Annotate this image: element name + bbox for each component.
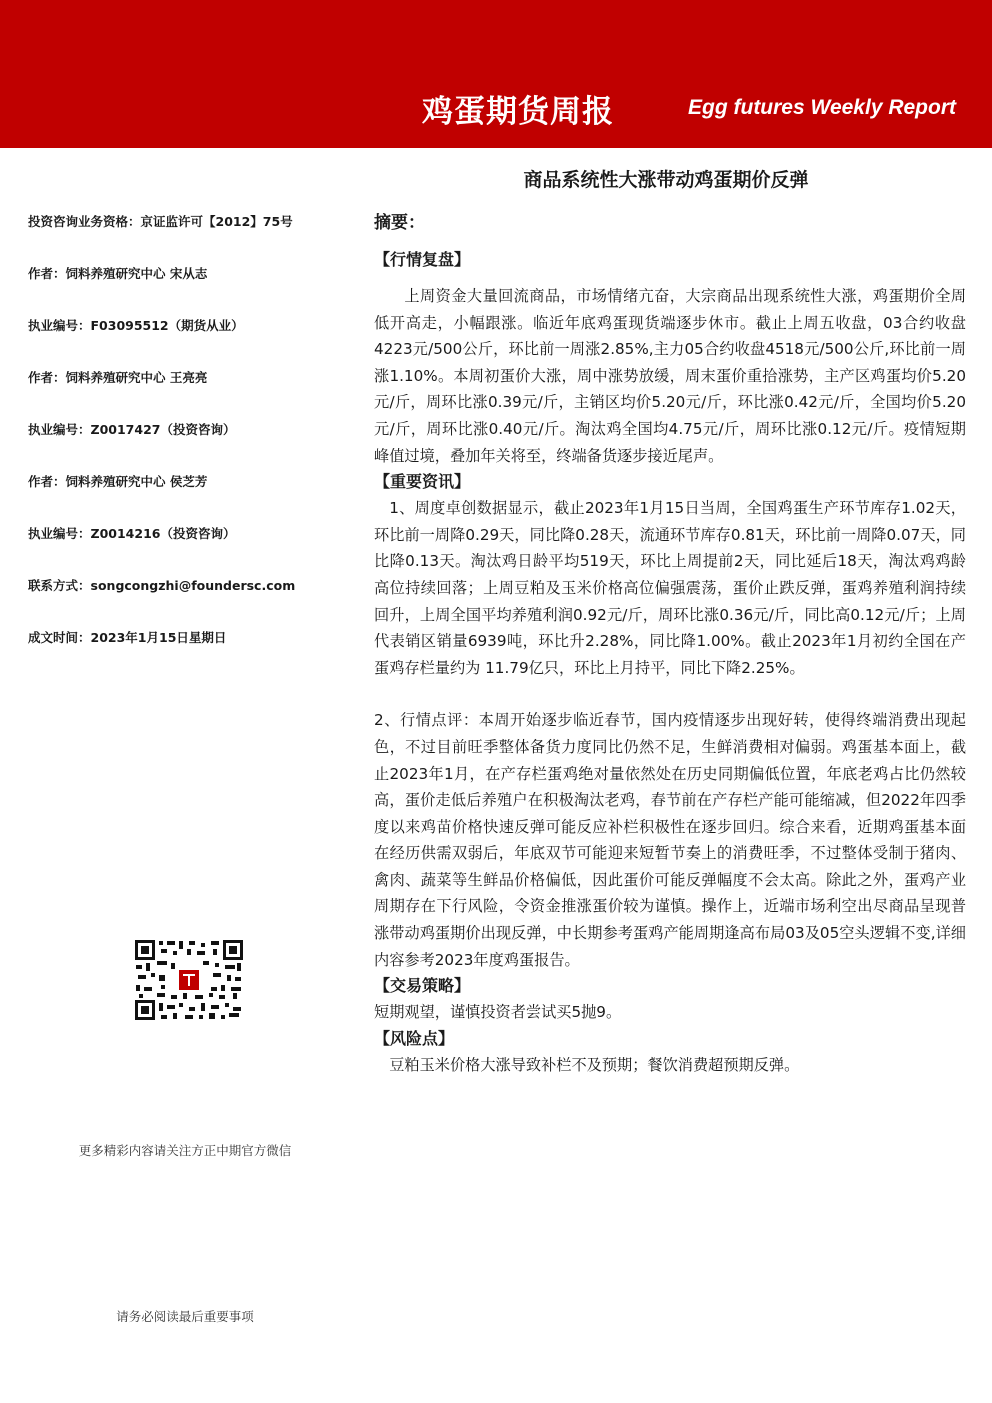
- summary-label: 摘要：: [374, 213, 425, 233]
- report-title-en: Egg futures Weekly Report: [688, 96, 956, 119]
- section-heading-strategy: 【交易策略】: [374, 976, 471, 996]
- meta-license-2: 执业编号：Z0017427（投资咨询）: [28, 422, 236, 437]
- section-heading-review: 【行情复盘】: [374, 250, 471, 269]
- meta-author-2: 作者：饲料养殖研究中心 王亮亮: [28, 370, 208, 385]
- meta-date: 成文时间：2023年1月15日星期日: [28, 630, 227, 645]
- wechat-caption: 更多精彩内容请关注方正中期官方微信: [78, 1143, 292, 1158]
- disclaimer-note: 请务必阅读最后重要事项: [116, 1309, 254, 1324]
- news-paragraph-1: 1、周度卓创数据显示，截止2023年1月15日当周，全国鸡蛋生产环节库存1.02天，环比前一周降0.29天，同比降0.28天，流通环节库存0.81天，环比前一周降0.07天，同比降0.13天。淘汰鸡日龄平均519天，环比上周提前2天，同比延后18天，淘汰鸡鸡龄高位持续回落；上周豆粕及玉米价格高位偏强震荡，蛋价止跌反弹，蛋鸡养殖利润持续回升，上周全国平均养殖利润0.92元/斤，周环比涨0.36元/斤，同比高0.12元/斤；上周代表销区销量6939吨，环比升2.28%，同比降1.00%。截止2023年1月初约全国在产蛋鸡存栏量约为 11.79亿只，环比上月持平，同比下降2.25%。: [374, 499, 966, 677]
- meta-license-3: 执业编号：Z0014216（投资咨询）: [28, 526, 236, 541]
- meta-qualification: 投资咨询业务资格：京证监许可【2012】75号: [28, 214, 293, 229]
- report-title-cn: 鸡蛋期货周报: [422, 94, 614, 130]
- section-heading-news: 【重要资讯】: [374, 472, 471, 492]
- report-body: [374, 208, 966, 1078]
- risk-paragraph: 豆粕玉米价格大涨导致补栏不及预期；餐饮消费超预期反弹。: [389, 1055, 800, 1074]
- meta-author-3: 作者：饲料养殖研究中心 侯芝芳: [28, 474, 208, 489]
- news-paragraph-2: 2、行情点评：本周开始逐步临近春节，国内疫情逐步出现好转，使得终端消费出现起色，不过目前旺季整体备货力度同比仍然不足，生鲜消费相对偏弱。鸡蛋基本面上，截止2023年1月，在产存栏蛋鸡绝对量依然处在历史同期偏低位置，年底老鸡占比仍然较高，蛋价走低后养殖户在积极淘汰老鸡，春节前在产存栏产能可能缩减，但2022年四季度以来鸡苗价格快速反弹可能反应补栏积极性在逐步回归。综合来看，近期鸡蛋基本面在经历供需双弱后，年底双节可能迎来短暂节奏上的消费旺季，不过整体受制于猪肉、禽肉、蔬菜等生鲜品价格偏低，因此蛋价可能反弹幅度不会太高。除此之外，蛋鸡产业周期存在下行风险，令资金推涨蛋价较为谨慎。操作上，近端市场利空出尽商品呈现普涨带动鸡蛋期价出现反弹，中长期参考蛋鸡产能周期逢高布局03及05空头逻辑不变,详细内容参考2023年度鸡蛋报告。: [374, 711, 966, 969]
- review-paragraph: 上周资金大量回流商品，市场情绪亢奋，大宗商品出现系统性大涨，鸡蛋期价全周低开高走，小幅跟涨。临近年底鸡蛋现货端逐步休市。截止上周五收盘，03合约收盘4223元/500公斤，环比前一周涨2.85%,主力05合约收盘4518元/500公斤,环比前一周涨1.10%。本周初蛋价大涨，周中涨势放缓，周末蛋价重拾涨势，主产区鸡蛋均价5.20元/斤，周环比涨0.39元/斤，主销区均价5.20元/斤，环比涨0.42元/斤，全国均价5.20元/斤，周环比涨0.40元/斤。淘汰鸡全国均4.75元/斤，周环比涨0.12元/斤。疫情短期峰值过境，叠加年关将至，终端备货逐步接近尾声。: [374, 287, 966, 465]
- meta-author-1: 作者：饲料养殖研究中心 宋从志: [28, 266, 208, 281]
- section-heading-risk: 【风险点】: [374, 1028, 455, 1048]
- strategy-paragraph: 短期观望，谨慎投资者尝试买5抛9。: [374, 1003, 622, 1022]
- meta-license-1: 执业编号：F03095512（期货从业）: [28, 318, 244, 333]
- meta-contact[interactable]: 联系方式：songcongzhi@foundersc.com: [28, 578, 296, 593]
- wechat-qr-code-icon: [133, 938, 245, 1022]
- report-headline: 商品系统性大涨带动鸡蛋期价反弹: [523, 169, 809, 191]
